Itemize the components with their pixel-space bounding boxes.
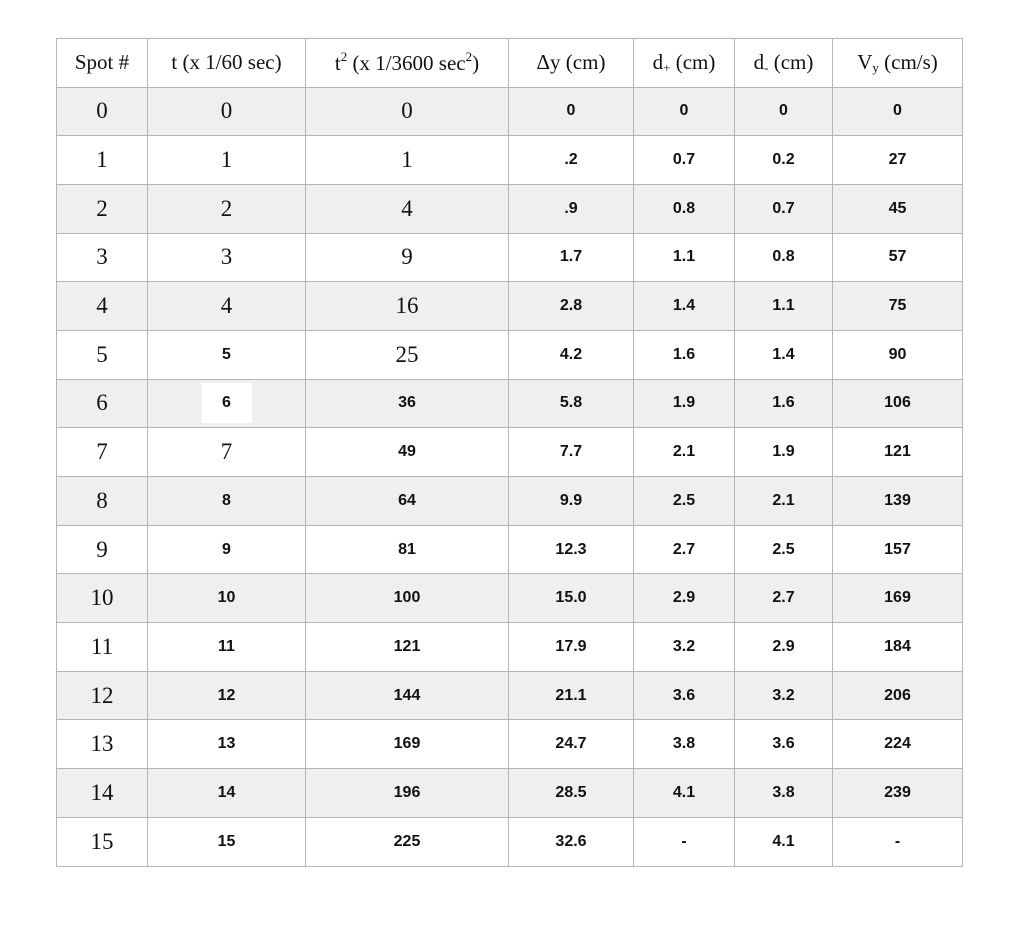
header-time-label: t (x 1/60 sec) (171, 50, 282, 75)
cell-value: 11 (90, 633, 114, 659)
cell-value: 3.8 (672, 735, 696, 753)
cell-spot-number (57, 477, 148, 526)
cell-value: 3.6 (672, 686, 696, 704)
cell-spot-number (57, 671, 148, 720)
cell-value: 1.4 (772, 345, 795, 363)
cell-time-squared (306, 720, 509, 769)
cell-value: 11 (218, 637, 235, 655)
cell-time (148, 136, 306, 185)
cell-value: 21.1 (555, 686, 587, 704)
cell-value: 9 (401, 244, 413, 270)
table-body (57, 87, 963, 866)
cell-value: 2.5 (672, 491, 696, 509)
cell-value: 75 (888, 297, 907, 315)
cell-value: 15 (90, 828, 114, 854)
cell-velocity-y (833, 87, 963, 136)
cell-time (148, 817, 306, 866)
cell-velocity-y (833, 817, 963, 866)
header-d-minus-base: d (753, 49, 765, 74)
cell-value: 2.8 (559, 297, 583, 315)
cell-value: 12 (90, 682, 114, 708)
cell-time-squared (306, 671, 509, 720)
cell-d-plus (634, 136, 735, 185)
cell-value: 100 (393, 589, 421, 607)
cell-value: 2.9 (772, 637, 795, 655)
header-d-plus-subscript: + (663, 59, 671, 75)
cell-value: 4.2 (559, 345, 583, 363)
cell-value: 4 (401, 195, 413, 221)
cell-time-squared (306, 817, 509, 866)
table-row (57, 817, 963, 866)
cell-value: 90 (888, 345, 907, 363)
cell-spot-number (57, 525, 148, 574)
cell-value: 25 (395, 341, 419, 367)
cell-value: 16 (395, 293, 419, 319)
cell-d-minus (735, 184, 833, 233)
header-velocity-y-base: V (857, 49, 873, 74)
cell-d-minus (735, 769, 833, 818)
cell-value: .2 (564, 151, 578, 169)
cell-time (148, 282, 306, 331)
cell-d-plus (634, 330, 735, 379)
cell-value: 239 (884, 783, 911, 801)
cell-value: 7.7 (559, 443, 583, 461)
cell-value: 9 (96, 536, 108, 562)
cell-spot-number (57, 87, 148, 136)
header-velocity-y (833, 39, 963, 88)
cell-value: 9 (222, 540, 231, 558)
cell-value: 3.8 (772, 783, 795, 801)
cell-value: 7 (96, 439, 108, 465)
table-row (57, 184, 963, 233)
cell-value: 0.7 (672, 151, 696, 169)
cell-time (148, 184, 306, 233)
cell-spot-number (57, 379, 148, 428)
cell-delta-y (509, 720, 634, 769)
table-row (57, 233, 963, 282)
cell-d-plus (634, 233, 735, 282)
cell-value: 64 (398, 491, 416, 509)
cell-value: 169 (884, 589, 911, 607)
cell-value: 12.3 (555, 540, 587, 558)
header-spot-number (57, 39, 148, 88)
cell-time-squared (306, 623, 509, 672)
cell-delta-y (509, 282, 634, 331)
cell-delta-y (509, 623, 634, 672)
table-row (57, 574, 963, 623)
cell-time (148, 477, 306, 526)
cell-value: 24.7 (555, 735, 587, 753)
cell-d-minus (735, 477, 833, 526)
cell-value: 224 (884, 735, 911, 753)
cell-delta-y (509, 817, 634, 866)
cell-value: 3.2 (672, 637, 696, 655)
cell-time (148, 769, 306, 818)
cell-value: 4 (96, 293, 108, 319)
cell-velocity-y (833, 769, 963, 818)
table-header-row (57, 39, 963, 88)
cell-delta-y (509, 769, 634, 818)
cell-value: 1 (96, 147, 108, 173)
cell-value: 121 (393, 637, 421, 655)
cell-d-plus (634, 87, 735, 136)
cell-value: 1.6 (772, 394, 795, 412)
cell-time-squared (306, 525, 509, 574)
cell-value: 3 (220, 244, 233, 270)
cell-velocity-y (833, 136, 963, 185)
table-row (57, 769, 963, 818)
header-velocity-y-unit: (cm/s) (878, 49, 938, 74)
cell-value: 15.0 (555, 589, 587, 607)
cell-value: 0 (220, 98, 233, 124)
cell-d-minus (735, 720, 833, 769)
cell-spot-number (57, 428, 148, 477)
cell-velocity-y (833, 525, 963, 574)
cell-value: 206 (884, 686, 911, 704)
data-table-container (56, 38, 962, 867)
cell-time-squared (306, 769, 509, 818)
header-time-squared (306, 39, 509, 88)
cell-d-minus (735, 87, 833, 136)
cell-delta-y (509, 136, 634, 185)
cell-spot-number (57, 720, 148, 769)
cell-value: 81 (398, 540, 416, 558)
cell-delta-y (509, 574, 634, 623)
cell-spot-number (57, 817, 148, 866)
cell-time-squared (306, 477, 509, 526)
cell-d-minus (735, 574, 833, 623)
cell-value: 1.9 (672, 394, 696, 412)
cell-value: 3 (96, 244, 108, 270)
cell-d-plus (634, 574, 735, 623)
cell-value: 17.9 (555, 637, 587, 655)
cell-value: 9.9 (559, 491, 583, 509)
header-delta-y (509, 39, 634, 88)
cell-value: 4.1 (672, 783, 696, 801)
cell-value: 0.8 (772, 248, 795, 266)
header-velocity-y-subscript: y (872, 59, 879, 75)
cell-value: 6 (202, 383, 252, 423)
cell-value: 0 (566, 102, 576, 120)
cell-d-plus (634, 477, 735, 526)
table-row (57, 720, 963, 769)
cell-spot-number (57, 282, 148, 331)
cell-delta-y (509, 233, 634, 282)
cell-d-minus (735, 525, 833, 574)
cell-time (148, 330, 306, 379)
cell-delta-y (509, 525, 634, 574)
cell-value: 8 (222, 491, 231, 509)
cell-value: 2.9 (672, 589, 696, 607)
cell-value: 1.1 (772, 297, 795, 315)
cell-delta-y (509, 428, 634, 477)
cell-spot-number (57, 233, 148, 282)
cell-value: 45 (888, 199, 907, 217)
cell-time-squared (306, 233, 509, 282)
cell-d-minus (735, 428, 833, 477)
cell-value: 2.1 (672, 443, 696, 461)
cell-value: 4 (220, 293, 233, 319)
cell-d-minus (735, 330, 833, 379)
cell-d-plus (634, 282, 735, 331)
cell-time-squared (306, 330, 509, 379)
header-d-plus (634, 39, 735, 88)
table-row (57, 477, 963, 526)
cell-time (148, 671, 306, 720)
table-row (57, 379, 963, 428)
cell-value: 157 (884, 540, 911, 558)
cell-value: 5.8 (559, 394, 583, 412)
cell-value: 0 (779, 102, 788, 120)
cell-velocity-y (833, 623, 963, 672)
cell-value: 0 (401, 98, 413, 124)
cell-value: 3.6 (772, 735, 795, 753)
cell-time (148, 720, 306, 769)
cell-value: 1.7 (559, 248, 583, 266)
cell-d-plus (634, 623, 735, 672)
cell-value: 0.8 (672, 199, 696, 217)
cell-value: 7 (220, 439, 233, 465)
cell-value: 8 (96, 487, 108, 513)
cell-velocity-y (833, 477, 963, 526)
cell-value: 144 (393, 686, 421, 704)
cell-value: 2 (96, 195, 108, 221)
cell-value: 1 (401, 147, 413, 173)
header-time-squared-unit-exponent: 2 (465, 49, 473, 65)
cell-value: 4.1 (772, 832, 795, 850)
cell-value: - (681, 832, 687, 850)
cell-value: 49 (398, 443, 416, 461)
cell-spot-number (57, 623, 148, 672)
cell-spot-number (57, 136, 148, 185)
header-time (148, 39, 306, 88)
cell-value: 184 (884, 637, 911, 655)
cell-d-plus (634, 769, 735, 818)
cell-value: 1.1 (672, 248, 696, 266)
cell-value: 1.6 (672, 345, 696, 363)
cell-value: 6 (96, 390, 108, 416)
cell-value: 0 (893, 102, 902, 120)
table-row (57, 87, 963, 136)
cell-value: 0 (96, 98, 108, 124)
cell-value: 10 (217, 589, 236, 607)
cell-value: 225 (393, 832, 421, 850)
cell-velocity-y (833, 574, 963, 623)
table-row (57, 282, 963, 331)
cell-time-squared (306, 574, 509, 623)
cell-time (148, 525, 306, 574)
cell-velocity-y (833, 671, 963, 720)
cell-time-squared (306, 428, 509, 477)
header-time-squared-base: t (334, 51, 341, 76)
cell-d-minus (735, 282, 833, 331)
table-row (57, 428, 963, 477)
cell-delta-y (509, 184, 634, 233)
cell-d-plus (634, 720, 735, 769)
cell-delta-y (509, 477, 634, 526)
header-d-plus-base: d (652, 49, 664, 74)
cell-d-minus (735, 817, 833, 866)
cell-velocity-y (833, 233, 963, 282)
cell-value: 2.1 (772, 491, 795, 509)
table-row (57, 623, 963, 672)
cell-value: 2.7 (672, 540, 696, 558)
cell-value: 139 (884, 491, 911, 509)
header-d-minus-subscript: - (764, 59, 769, 75)
cell-value: 121 (884, 443, 911, 461)
cell-time-squared (306, 184, 509, 233)
cell-d-minus (735, 136, 833, 185)
header-time-squared-close: ) (472, 51, 480, 76)
cell-velocity-y (833, 330, 963, 379)
cell-velocity-y (833, 428, 963, 477)
cell-value: 5 (96, 341, 108, 367)
cell-value: 1 (220, 147, 233, 173)
cell-time (148, 87, 306, 136)
header-delta-y-label: Δy (cm) (536, 50, 606, 75)
kinematics-data-table (56, 38, 963, 867)
cell-d-minus (735, 671, 833, 720)
cell-value: 12 (217, 686, 236, 704)
cell-value: 28.5 (555, 783, 587, 801)
cell-velocity-y (833, 184, 963, 233)
cell-value: 14 (217, 783, 236, 801)
cell-value: 57 (888, 248, 907, 266)
cell-velocity-y (833, 282, 963, 331)
cell-time (148, 574, 306, 623)
header-spot-number-label: Spot # (74, 50, 130, 75)
cell-spot-number (57, 184, 148, 233)
cell-d-plus (634, 525, 735, 574)
cell-value: 2 (220, 195, 233, 221)
cell-value: 15 (217, 832, 236, 850)
cell-value: 13 (90, 731, 114, 757)
cell-value: 14 (90, 779, 114, 805)
cell-value: 2.7 (772, 589, 795, 607)
table-row (57, 330, 963, 379)
cell-time (148, 623, 306, 672)
cell-d-plus (634, 428, 735, 477)
header-d-minus (735, 39, 833, 88)
cell-value: 1.4 (672, 297, 696, 315)
cell-d-minus (735, 379, 833, 428)
cell-value: 5 (222, 345, 231, 363)
header-d-minus-unit: (cm) (768, 49, 814, 74)
cell-spot-number (57, 330, 148, 379)
cell-d-plus (634, 817, 735, 866)
header-d-plus-unit: (cm) (670, 49, 716, 74)
cell-value: - (894, 832, 901, 850)
cell-value: 106 (884, 394, 911, 412)
cell-spot-number (57, 574, 148, 623)
cell-value: 32.6 (555, 832, 587, 850)
cell-time (148, 428, 306, 477)
cell-value: 27 (888, 151, 907, 169)
cell-value: 196 (393, 783, 421, 801)
table-row (57, 136, 963, 185)
cell-value: 0 (679, 102, 689, 120)
cell-velocity-y (833, 720, 963, 769)
cell-delta-y (509, 330, 634, 379)
cell-value: 10 (90, 585, 114, 611)
header-time-squared-unit: (x 1/3600 sec (347, 51, 466, 76)
cell-time-squared (306, 136, 509, 185)
cell-value: 2.5 (772, 540, 795, 558)
cell-d-minus (735, 623, 833, 672)
cell-velocity-y (833, 379, 963, 428)
cell-value: 169 (393, 735, 421, 753)
cell-d-plus (634, 379, 735, 428)
cell-time-squared (306, 282, 509, 331)
cell-time-squared (306, 87, 509, 136)
cell-time (148, 233, 306, 282)
cell-delta-y (509, 379, 634, 428)
cell-d-plus (634, 184, 735, 233)
cell-value: 0.7 (772, 199, 795, 217)
cell-delta-y (509, 87, 634, 136)
cell-value: 0.2 (772, 151, 795, 169)
cell-value: .9 (564, 199, 578, 217)
cell-time (148, 379, 306, 428)
header-time-squared-exponent: 2 (340, 49, 348, 65)
cell-value: 1.9 (772, 443, 795, 461)
cell-delta-y (509, 671, 634, 720)
table-row (57, 671, 963, 720)
cell-spot-number (57, 769, 148, 818)
cell-d-minus (735, 233, 833, 282)
table-row (57, 525, 963, 574)
cell-value: 3.2 (772, 686, 795, 704)
cell-time-squared (306, 379, 509, 428)
cell-value: 13 (217, 735, 236, 753)
cell-d-plus (634, 671, 735, 720)
cell-value: 36 (398, 394, 416, 412)
